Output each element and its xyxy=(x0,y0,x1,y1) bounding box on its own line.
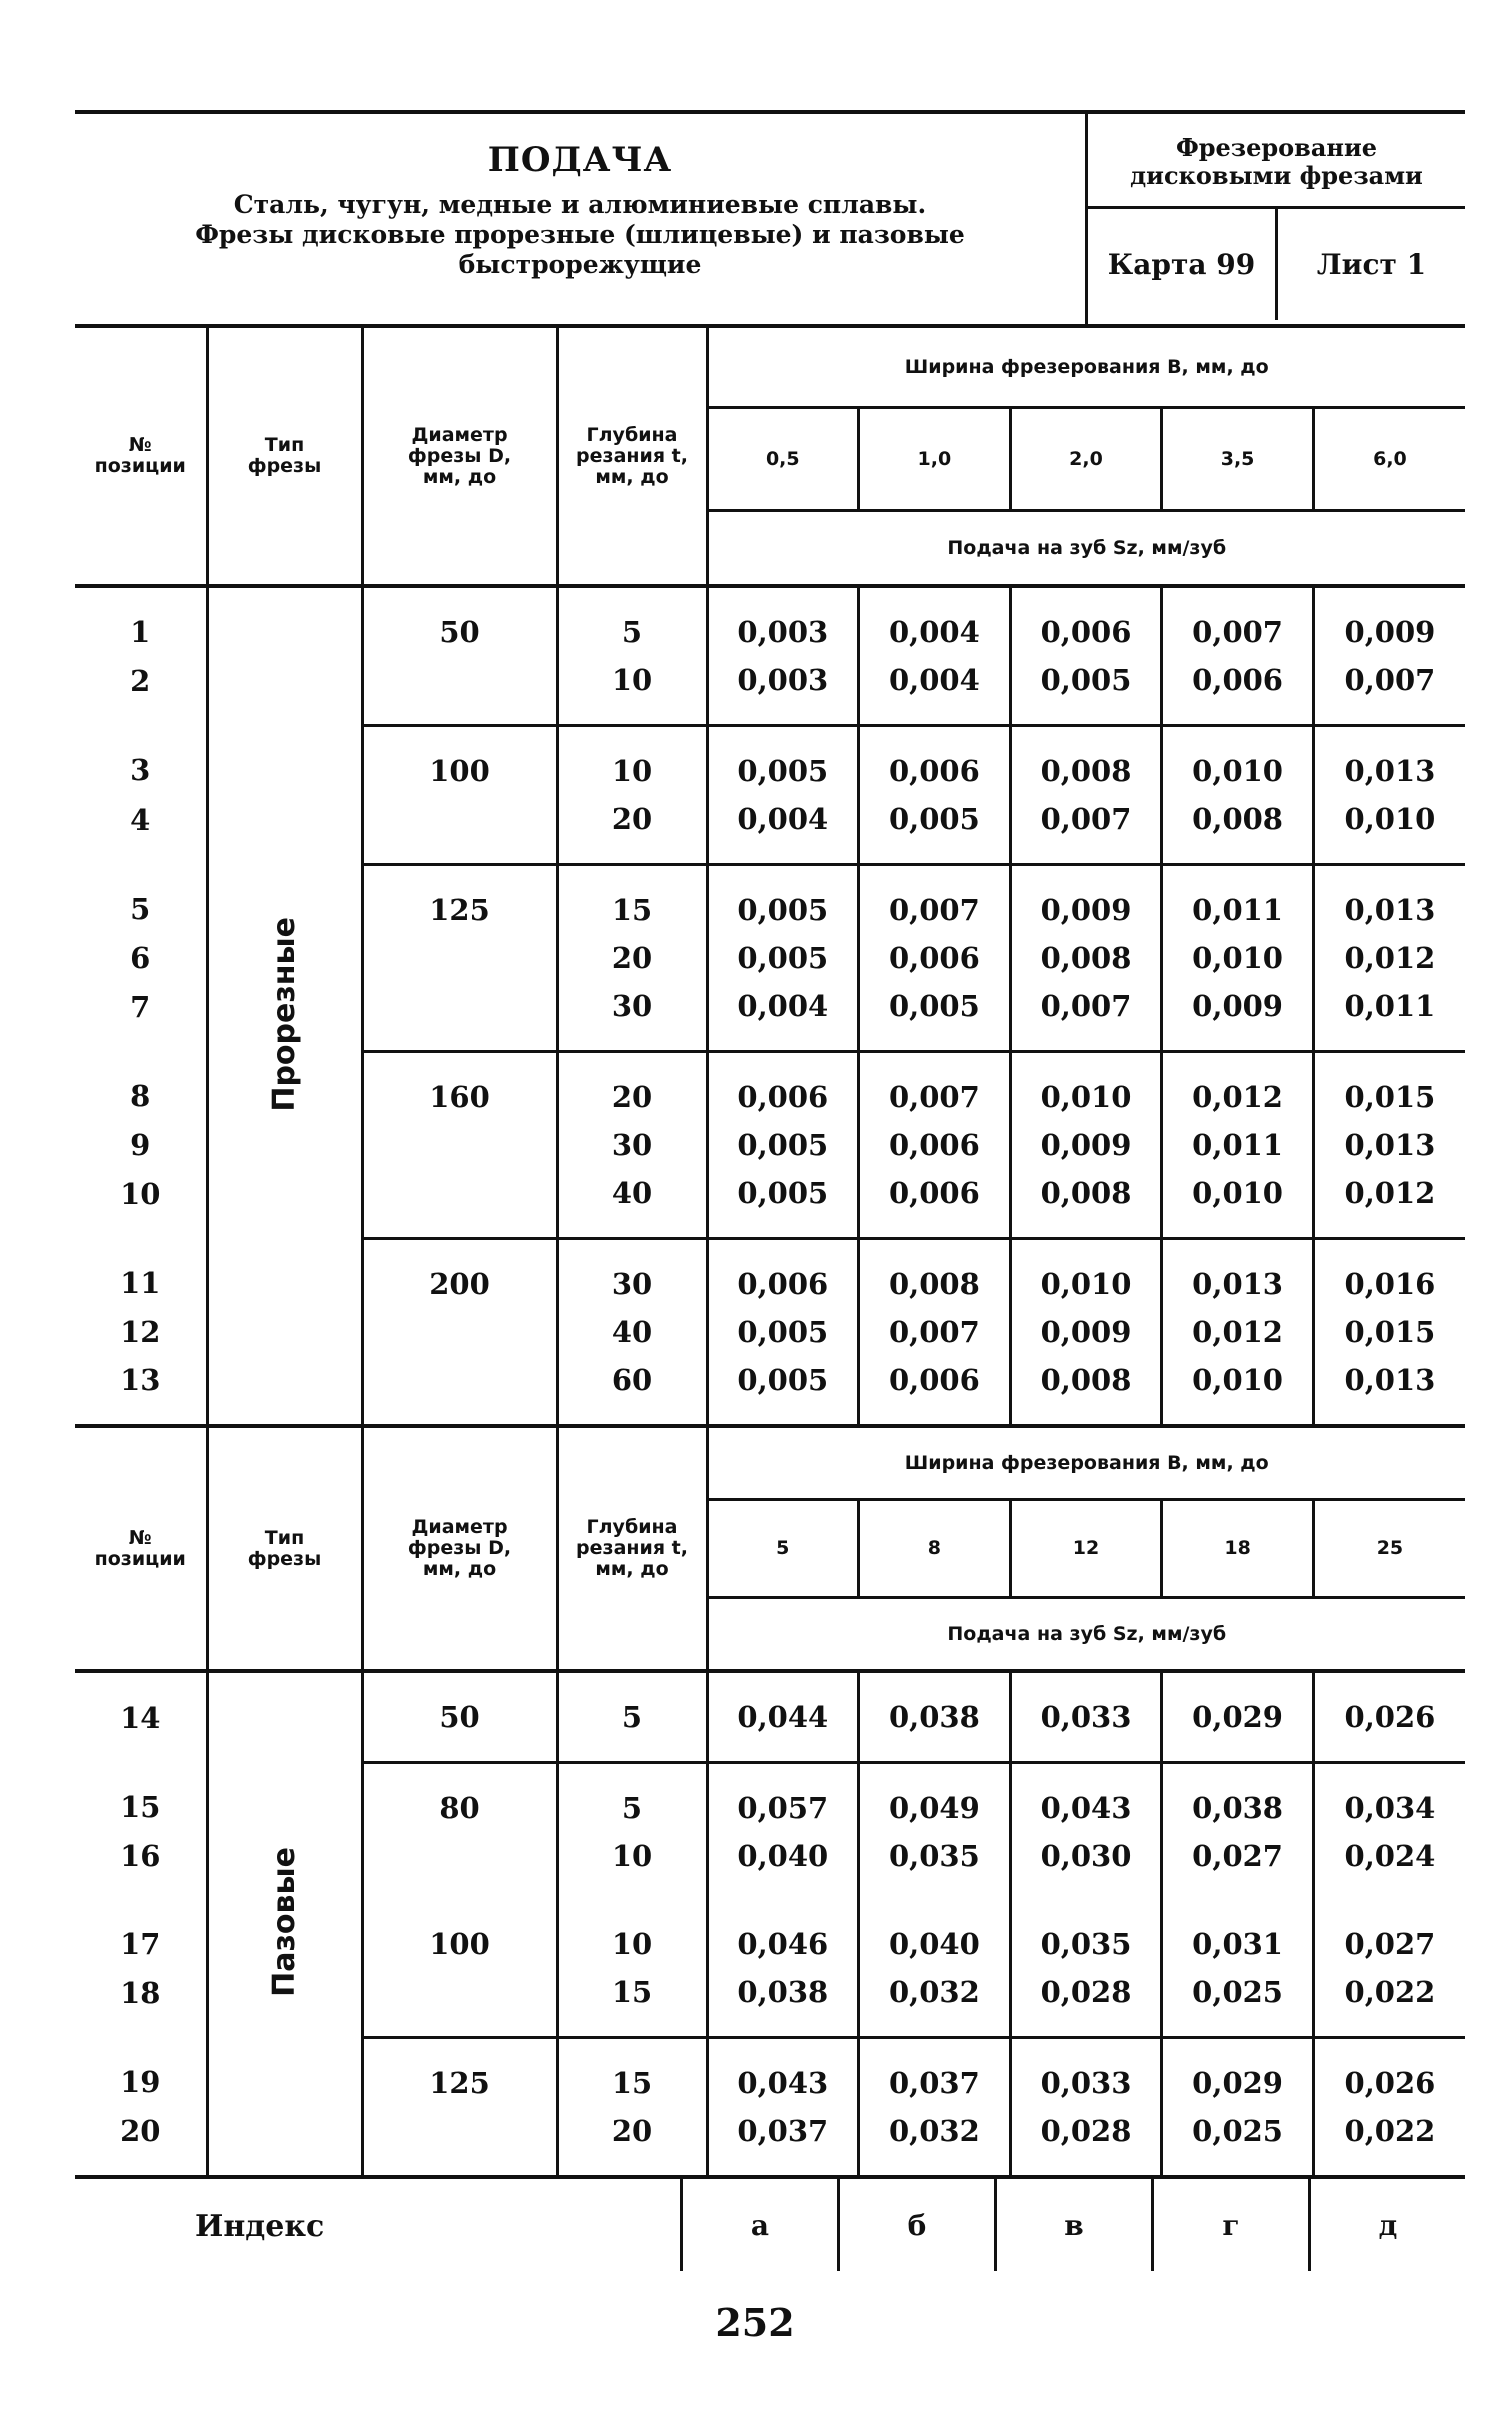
diameter-value: 125 xyxy=(362,2038,557,2108)
feed-value: 0,009 xyxy=(1010,865,1162,935)
index-letter: б xyxy=(837,2179,994,2271)
subtitle-line: Сталь, чугун, медные и алюминиевые сплавы. xyxy=(233,190,927,219)
depth-value: 10 xyxy=(557,1900,707,1968)
position-number: 16 xyxy=(120,1839,161,1873)
feed-value: 0,037 xyxy=(859,2038,1011,2108)
position-number: 6 xyxy=(130,941,151,975)
feed-value: 0,009 xyxy=(1010,1308,1162,1356)
feed-value: 0,022 xyxy=(1313,2107,1465,2175)
operation-label xyxy=(1088,114,1465,209)
feed-value: 0,007 xyxy=(1010,982,1162,1052)
feed-value: 0,007 xyxy=(859,1052,1011,1122)
operation-line: Фрезерование xyxy=(1175,133,1378,162)
feed-value: 0,011 xyxy=(1162,1121,1314,1169)
feed-value: 0,010 xyxy=(1162,1169,1314,1239)
feed-header: Подача на зуб Sz, мм/зуб xyxy=(707,511,1465,587)
position-number: 12 xyxy=(120,1315,161,1349)
feed-value: 0,057 xyxy=(707,1763,859,1833)
subtitle-line: быстрорежущие xyxy=(458,250,702,279)
feed-value: 0,006 xyxy=(859,1121,1011,1169)
feed-value: 0,016 xyxy=(1313,1239,1465,1309)
feed-value: 0,004 xyxy=(859,656,1011,726)
position-number: 9 xyxy=(130,1128,151,1162)
feed-value: 0,003 xyxy=(737,663,829,697)
page-number: 252 xyxy=(715,2300,795,2345)
page-title: ПОДАЧА xyxy=(487,140,673,180)
depth-value: 15 xyxy=(557,1968,707,2038)
feed-value: 0,005 xyxy=(737,1315,829,1349)
feed-value: 0,010 xyxy=(1313,795,1465,865)
feed-value: 0,029 xyxy=(1162,2038,1314,2108)
sheet-number: Лист 1 xyxy=(1275,209,1465,320)
feed-value: 0,011 xyxy=(1162,865,1314,935)
depth-value: 30 xyxy=(557,1121,707,1169)
feed-value: 0,032 xyxy=(859,1968,1011,2038)
feed-header: Подача на зуб Sz, мм/зуб xyxy=(707,1598,1465,1672)
feed-value: 0,006 xyxy=(707,1239,859,1309)
col-depth-header: Глубина резания t, мм, до xyxy=(557,328,707,586)
feed-value: 0,010 xyxy=(1010,1239,1162,1309)
depth-value: 40 xyxy=(557,1169,707,1239)
diameter-value: 125 xyxy=(362,865,557,935)
feed-value: 0,008 xyxy=(859,1239,1011,1309)
feed-value: 0,043 xyxy=(707,2038,859,2108)
width-value: 0,5 xyxy=(707,408,859,511)
feed-value: 0,012 xyxy=(1313,1169,1465,1239)
depth-value: 5 xyxy=(557,586,707,656)
depth-value: 15 xyxy=(557,2038,707,2108)
feed-value: 0,005 xyxy=(707,726,859,796)
feed-value: 0,038 xyxy=(737,1975,829,2009)
feed-value: 0,022 xyxy=(1313,1968,1465,2038)
feed-value: 0,013 xyxy=(1313,1356,1465,1424)
feed-value: 0,010 xyxy=(1162,1356,1314,1424)
index-letter: в xyxy=(994,2179,1151,2271)
feed-value: 0,024 xyxy=(1313,1832,1465,1900)
position-number: 3 xyxy=(130,753,151,788)
feed-value: 0,031 xyxy=(1162,1900,1314,1968)
feed-value: 0,028 xyxy=(1010,2107,1162,2175)
feed-value: 0,006 xyxy=(1162,656,1314,726)
feed-value: 0,044 xyxy=(737,1700,829,1734)
width-value: 3,5 xyxy=(1162,408,1314,511)
feed-value: 0,008 xyxy=(1162,795,1314,865)
feed-value: 0,033 xyxy=(1010,2038,1162,2108)
index-cells xyxy=(680,2179,1465,2271)
groove-cutters-table xyxy=(75,1424,1465,2175)
position-number: 17 xyxy=(120,1927,161,1961)
feed-value: 0,029 xyxy=(1162,1671,1314,1763)
header-subtitle xyxy=(75,190,1085,280)
feed-value: 0,005 xyxy=(737,941,829,975)
feed-value: 0,004 xyxy=(859,586,1011,656)
width-value: 18 xyxy=(1162,1500,1314,1598)
depth-value: 20 xyxy=(557,795,707,865)
depth-value: 20 xyxy=(557,934,707,982)
feed-value: 0,026 xyxy=(1313,1671,1465,1763)
feed-value: 0,012 xyxy=(1162,1308,1314,1356)
position-number: 15 xyxy=(120,1790,161,1825)
feed-value: 0,040 xyxy=(737,1839,829,1873)
feed-value: 0,013 xyxy=(1162,1239,1314,1309)
feed-value: 0,027 xyxy=(1162,1832,1314,1900)
cutter-type-label: Пазовые xyxy=(267,1847,302,1997)
feed-value: 0,007 xyxy=(1162,586,1314,656)
feed-value: 0,005 xyxy=(859,982,1011,1052)
diameter-value: 50 xyxy=(362,586,557,656)
feed-value: 0,010 xyxy=(1162,934,1314,982)
feed-value: 0,006 xyxy=(1010,586,1162,656)
feed-value: 0,032 xyxy=(859,2107,1011,2175)
feed-value: 0,043 xyxy=(1010,1763,1162,1833)
feed-value: 0,009 xyxy=(1010,1121,1162,1169)
index-row xyxy=(75,2175,1465,2271)
feed-value: 0,006 xyxy=(859,934,1011,982)
feed-value: 0,025 xyxy=(1162,1968,1314,2038)
depth-value: 20 xyxy=(557,2107,707,2175)
card-header xyxy=(75,110,1465,328)
feed-value: 0,005 xyxy=(859,795,1011,865)
feed-value: 0,013 xyxy=(1313,726,1465,796)
feed-value: 0,010 xyxy=(1010,1052,1162,1122)
feed-value: 0,034 xyxy=(1313,1763,1465,1833)
position-number: 2 xyxy=(130,663,151,698)
width-value: 1,0 xyxy=(859,408,1011,511)
feed-value: 0,005 xyxy=(1010,656,1162,726)
col-diameter-header: Диаметр фрезы D, мм, до xyxy=(362,1426,557,1671)
feed-value: 0,025 xyxy=(1162,2107,1314,2175)
position-number: 20 xyxy=(120,2114,161,2148)
width-value: 6,0 xyxy=(1313,408,1465,511)
feed-value: 0,005 xyxy=(737,1363,829,1397)
position-number: 4 xyxy=(130,802,151,837)
position-number: 1 xyxy=(130,615,151,649)
index-letter: а xyxy=(680,2179,837,2271)
feed-value: 0,035 xyxy=(1010,1900,1162,1968)
feed-value: 0,009 xyxy=(1162,982,1314,1052)
feed-value: 0,004 xyxy=(737,802,829,836)
slotting-cutters-table xyxy=(75,328,1465,1424)
feed-value: 0,013 xyxy=(1313,865,1465,935)
feed-value: 0,015 xyxy=(1313,1052,1465,1122)
width-value: 25 xyxy=(1313,1500,1465,1598)
feed-value: 0,038 xyxy=(859,1671,1011,1763)
feed-value: 0,007 xyxy=(1313,656,1465,726)
col-type-header: Тип фрезы xyxy=(207,328,362,586)
feed-value: 0,038 xyxy=(1162,1763,1314,1833)
col-diameter-header: Диаметр фрезы D, мм, до xyxy=(362,328,557,586)
feed-value: 0,037 xyxy=(737,2114,829,2148)
feed-value: 0,007 xyxy=(859,865,1011,935)
depth-value: 10 xyxy=(557,726,707,796)
feed-value: 0,027 xyxy=(1313,1900,1465,1968)
subtitle-line: Фрезы дисковые прорезные (шлицевые) и пазовые xyxy=(195,220,965,249)
feed-value: 0,030 xyxy=(1010,1832,1162,1900)
feed-value: 0,005 xyxy=(737,1176,829,1210)
feed-value: 0,006 xyxy=(859,1169,1011,1239)
feed-card-page xyxy=(75,110,1465,2271)
feed-value: 0,009 xyxy=(1313,586,1465,656)
feed-value: 0,004 xyxy=(737,989,829,1023)
feed-value: 0,015 xyxy=(1313,1308,1465,1356)
position-number: 19 xyxy=(120,2065,161,2100)
width-header: Ширина фрезерования B, мм, до xyxy=(707,328,1465,408)
width-value: 5 xyxy=(707,1500,859,1598)
position-number: 5 xyxy=(130,892,151,927)
depth-value: 10 xyxy=(557,656,707,726)
position-number: 18 xyxy=(120,1975,161,2010)
feed-value: 0,035 xyxy=(859,1832,1011,1900)
position-number: 14 xyxy=(120,1700,161,1735)
diameter-value: 160 xyxy=(362,1052,557,1122)
depth-value: 20 xyxy=(557,1052,707,1122)
feed-value: 0,040 xyxy=(859,1900,1011,1968)
col-depth-header: Глубина резания t, мм, до xyxy=(557,1426,707,1671)
depth-value: 5 xyxy=(557,1671,707,1763)
feed-value: 0,012 xyxy=(1313,934,1465,982)
index-letter: г xyxy=(1151,2179,1308,2271)
cutter-type-cell xyxy=(207,586,362,1424)
feed-value: 0,003 xyxy=(737,615,829,649)
card-sheet-row xyxy=(1088,209,1465,320)
position-number: 11 xyxy=(120,1266,161,1301)
cutter-type-cell xyxy=(207,1671,362,2175)
cutter-type-label: Прорезные xyxy=(267,916,302,1112)
width-value: 12 xyxy=(1010,1500,1162,1598)
col-type-header: Тип фрезы xyxy=(207,1426,362,1671)
feed-value: 0,005 xyxy=(737,1128,829,1162)
feed-value: 0,006 xyxy=(859,1356,1011,1424)
feed-value: 0,026 xyxy=(1313,2038,1465,2108)
feed-value: 0,008 xyxy=(1010,726,1162,796)
feed-value: 0,008 xyxy=(1010,1356,1162,1424)
feed-value: 0,005 xyxy=(707,865,859,935)
feed-value: 0,033 xyxy=(1010,1671,1162,1763)
index-letter: д xyxy=(1308,2179,1465,2271)
depth-value: 30 xyxy=(557,982,707,1052)
depth-value: 5 xyxy=(557,1763,707,1833)
feed-value: 0,007 xyxy=(1010,795,1162,865)
index-label: Индекс xyxy=(195,2209,325,2244)
feed-value: 0,046 xyxy=(737,1927,829,1961)
depth-value: 10 xyxy=(557,1832,707,1900)
feed-value: 0,007 xyxy=(859,1308,1011,1356)
header-meta-block xyxy=(1085,114,1465,324)
width-header: Ширина фрезерования B, мм, до xyxy=(707,1426,1465,1500)
depth-value: 60 xyxy=(557,1356,707,1424)
card-number: Карта 99 xyxy=(1107,248,1256,281)
diameter-value: 100 xyxy=(362,726,557,796)
header-title-block xyxy=(75,114,1085,324)
feed-value: 0,028 xyxy=(1010,1968,1162,2038)
depth-value: 30 xyxy=(557,1239,707,1309)
feed-value: 0,006 xyxy=(859,726,1011,796)
position-number: 10 xyxy=(120,1176,161,1211)
position-number: 13 xyxy=(120,1363,161,1397)
width-value: 8 xyxy=(859,1500,1011,1598)
position-number: 7 xyxy=(130,989,151,1024)
feed-value: 0,012 xyxy=(1162,1052,1314,1122)
col-position-header: № позиции xyxy=(75,1426,207,1671)
feed-value: 0,049 xyxy=(859,1763,1011,1833)
feed-value: 0,006 xyxy=(707,1052,859,1122)
feed-value: 0,008 xyxy=(1010,1169,1162,1239)
feed-value: 0,013 xyxy=(1313,1121,1465,1169)
feed-value: 0,011 xyxy=(1313,982,1465,1052)
diameter-value: 200 xyxy=(362,1239,557,1309)
operation-line: дисковыми фрезами xyxy=(1130,161,1423,190)
depth-value: 15 xyxy=(557,865,707,935)
position-number: 8 xyxy=(130,1079,151,1114)
depth-value: 40 xyxy=(557,1308,707,1356)
col-position-header: № позиции xyxy=(75,328,207,586)
diameter-value: 100 xyxy=(362,1900,557,1968)
feed-value: 0,008 xyxy=(1010,934,1162,982)
feed-value: 0,010 xyxy=(1162,726,1314,796)
width-value: 2,0 xyxy=(1010,408,1162,511)
diameter-value: 50 xyxy=(362,1671,557,1763)
diameter-value: 80 xyxy=(362,1763,557,1833)
